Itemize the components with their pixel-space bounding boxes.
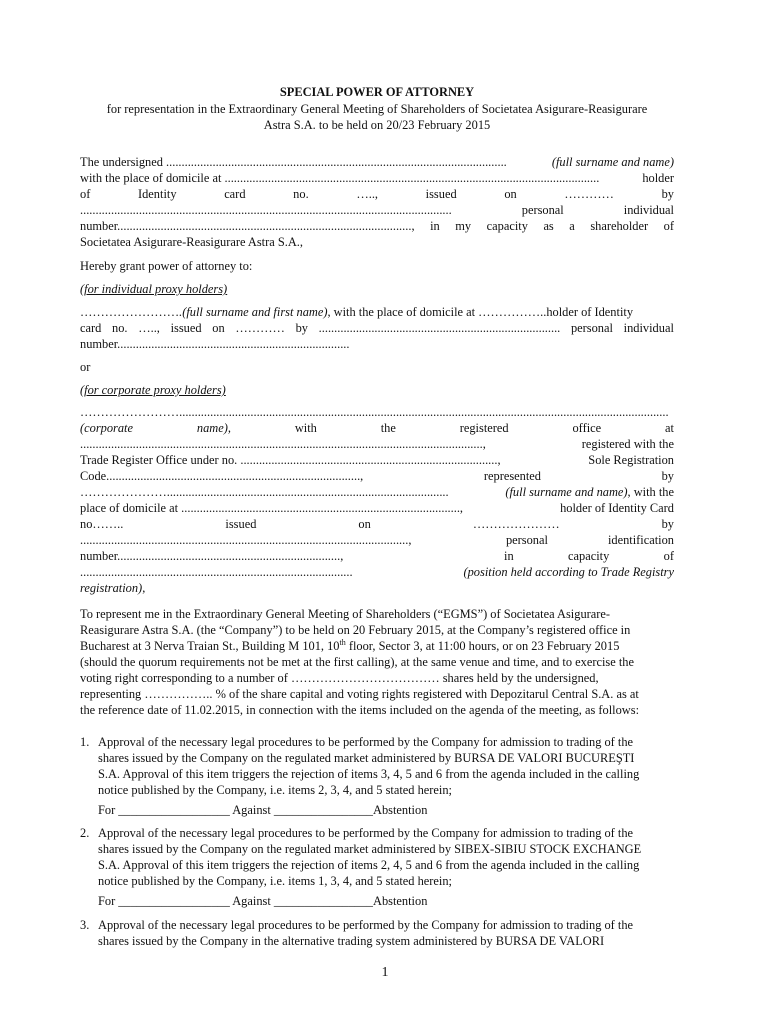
issuer-blank: ..........................................................................................................,: [80, 533, 412, 547]
word: on: [358, 517, 371, 531]
trade-register-blank: Trade Register Office under no. ...................................................................................,: [80, 453, 501, 467]
word: as: [543, 219, 554, 233]
grant-text: Hereby grant power of attorney to:: [80, 259, 253, 273]
word: in: [430, 219, 440, 233]
word: …………………: [472, 517, 560, 531]
word: individual: [623, 321, 674, 335]
item-2-line: Approval of the necessary legal procedures to be performed by the Company for admission to trading of the: [98, 826, 634, 840]
name-hint: (full surname and name): [551, 155, 674, 169]
corporate-line-9: [80, 532, 674, 548]
issuer-blank: ........................................................................................................................: [80, 203, 452, 217]
domicile-blank: place of domicile at ..........................................................................................,: [80, 501, 464, 515]
word: registered: [459, 421, 509, 435]
corporate-line-10: [80, 548, 674, 564]
code-blank: Code..................................................................................,: [80, 469, 364, 483]
word: Identity: [137, 187, 177, 201]
corporate-line-3: [80, 436, 674, 452]
item-3-line: Approval of the necessary legal procedures to be performed by the Company for admission to trading of the: [98, 918, 634, 932]
item-2-vote-line[interactable]: For __________________ Against ________________Abstention: [98, 894, 428, 908]
corporate-line-1: ……………………..............................................................................................................................................................: [80, 405, 669, 419]
undersigned-line-2: [80, 170, 674, 186]
individual-line-2: [80, 320, 674, 336]
address-text: Bucharest at 3 Nerva Traian St., Building M 101, 10: [80, 639, 340, 653]
position-hint-end: registration): [80, 581, 143, 595]
word: ..............................................................................: [318, 321, 561, 335]
word: a: [569, 219, 575, 233]
corporate-line-7: [80, 500, 674, 516]
word: of: [663, 219, 674, 233]
word: capacity: [486, 219, 528, 233]
item-1-line: S.A. Approval of this item triggers the rejection of items 3, 4, 5 and 6 from the agenda included in the calling: [98, 767, 640, 781]
holder-text: holder: [642, 171, 674, 185]
word: issued: [225, 517, 257, 531]
word: …..,: [138, 321, 160, 335]
represent-line-3: [80, 638, 674, 654]
word: …………: [564, 187, 614, 201]
item-1-line: shares issued by the Company on the regulated market administered by BURSA DE VALORI BUCUREŞTI: [98, 751, 635, 765]
word: no……..: [80, 517, 124, 531]
word: of: [663, 549, 674, 563]
undersigned-line-3: [80, 186, 674, 202]
word: by: [295, 321, 308, 335]
word: by: [661, 517, 674, 531]
position-hint: (position held according to Trade Registry: [463, 565, 674, 579]
word: no.: [293, 187, 309, 201]
page-number: 1: [381, 965, 389, 980]
subtitle-line-2: Astra S.A. to be held on 20/23 February 2015: [263, 118, 491, 132]
represent-line-4: (should the quorum requirements not be met at the first calling), at the same venue and time, and to exercise the: [80, 655, 634, 669]
corporate-line-5: [80, 468, 674, 484]
represent-line-7: the reference date of 11.02.2015, in connection with the items included on the agenda of the meeting, as follows:: [80, 703, 640, 717]
word: card: [224, 187, 246, 201]
item-2-line: S.A. Approval of this item triggers the rejection of items 2, 4, 5 and 6 from the agenda included in the calling: [98, 858, 640, 872]
word: of: [80, 187, 91, 201]
word: my: [455, 219, 472, 233]
undersigned-line-5: [80, 218, 674, 234]
time-text: floor, Sector 3, at 11:00 hours, or on 23 February 2015: [345, 639, 620, 653]
sole-registration-text: Sole Registration: [588, 453, 674, 467]
word: with: [294, 421, 317, 435]
undersigned-line-1: [80, 154, 674, 170]
word: name),: [196, 421, 231, 435]
item-number: 1.: [80, 735, 90, 749]
word: shareholder: [590, 219, 649, 233]
undersigned-line-6: Societatea Asigurare-Reasigurare Astra S.A.,: [80, 235, 303, 249]
address-blank: ..................................................................................................................................,: [80, 437, 486, 451]
represent-line-6: representing …………….. % of the share capital and voting rights registered with Depozitarul Central S.A. as at: [80, 687, 639, 701]
registered-text: registered with the: [581, 437, 674, 451]
word: personal: [505, 533, 548, 547]
dots: ……………………: [80, 305, 180, 319]
item-1-line: notice published by the Company, i.e. items 2, 3, 4, and 5 stated herein;: [98, 783, 452, 797]
domicile-text: , with the place of domicile at ……………..holder of Identity: [327, 305, 634, 319]
undersigned-line-4: [80, 202, 674, 218]
individual-heading: (for individual proxy holders): [80, 282, 228, 296]
item-1-line: Approval of the necessary legal procedures to be performed by the Company for admission to trading of the: [98, 735, 634, 749]
word: capacity: [568, 549, 610, 563]
number-blank: number...............................................................................................,: [80, 219, 415, 233]
item-3-line: shares issued by the Company in the alternative trading system administered by BURSA DE VALORI: [98, 934, 605, 948]
or-text: or: [80, 360, 91, 374]
word: by: [661, 187, 674, 201]
represent-line-2: Reasigurare Astra S.A. (the “Company”) to be held on 20 February 2015, at the Company’s registered office in: [80, 623, 631, 637]
corporate-line-2: [80, 420, 674, 436]
corporate-heading: (for corporate proxy holders): [80, 383, 226, 397]
corporate-line-12: [80, 580, 674, 596]
word: personal: [570, 321, 613, 335]
word: …………: [235, 321, 285, 335]
corporate-line-11: [80, 564, 674, 580]
word: identification: [607, 533, 674, 547]
word: in: [504, 549, 514, 563]
word: …..,: [356, 187, 379, 201]
item-number: 2.: [80, 826, 90, 840]
word: no.: [112, 321, 128, 335]
word: office: [572, 421, 602, 435]
item-1-vote-line[interactable]: For __________________ Against ________________Abstention: [98, 803, 428, 817]
word: on: [212, 321, 225, 335]
document-title: SPECIAL POWER OF ATTORNEY: [279, 85, 475, 99]
name-hint: (full surname and name): [505, 485, 628, 499]
corporate-line-6: [80, 484, 674, 500]
ordinal-suffix: th: [339, 638, 346, 647]
word: personal: [521, 203, 564, 217]
holder-text: holder of Identity Card: [560, 501, 674, 515]
word: (corporate: [80, 421, 133, 435]
word: the: [380, 421, 396, 435]
corporate-line-8: [80, 516, 674, 532]
representative-blank: …………………...........................................................................................: [80, 485, 449, 499]
word: card: [80, 321, 102, 335]
represent-line-1: To represent me in the Extraordinary General Meeting of Shareholders (“EGMS”) of Societatea Asigurare-: [80, 607, 611, 621]
represent-line-5: voting right corresponding to a number of ……………………………… shares held by the undersigned,: [80, 671, 599, 685]
domicile-blank: with the place of domicile at .........................................................................................................................: [80, 171, 600, 185]
name-blank: The undersigned ..............................................................................................................: [80, 155, 507, 169]
word: on: [504, 187, 517, 201]
number-blank: number........................................................................,: [80, 549, 344, 563]
word: represented: [483, 469, 541, 483]
with-text: , with the: [627, 485, 674, 499]
item-number: 3.: [80, 918, 90, 932]
item-2-line: shares issued by the Company on the regulated market administered by SIBEX-SIBIU STOCK EXCHANGE: [98, 842, 642, 856]
word: individual: [623, 203, 674, 217]
individual-line-1: [80, 304, 674, 320]
word: by: [661, 469, 674, 483]
individual-line-3: number...........................................................................: [80, 337, 350, 351]
comma: ,: [142, 581, 146, 595]
word: issued: [425, 187, 457, 201]
position-blank: ........................................................................................: [80, 565, 353, 579]
word: at: [665, 421, 674, 435]
name-hint: .(full surname and first name): [179, 305, 328, 319]
subtitle-line-1: for representation in the Extraordinary General Meeting of Shareholders of Societatea Asigurare-Reasigurare: [106, 102, 648, 116]
word: issued: [170, 321, 202, 335]
corporate-line-4: [80, 452, 674, 468]
item-2-line: notice published by the Company, i.e. items 1, 3, 4, and 5 stated herein;: [98, 874, 452, 888]
